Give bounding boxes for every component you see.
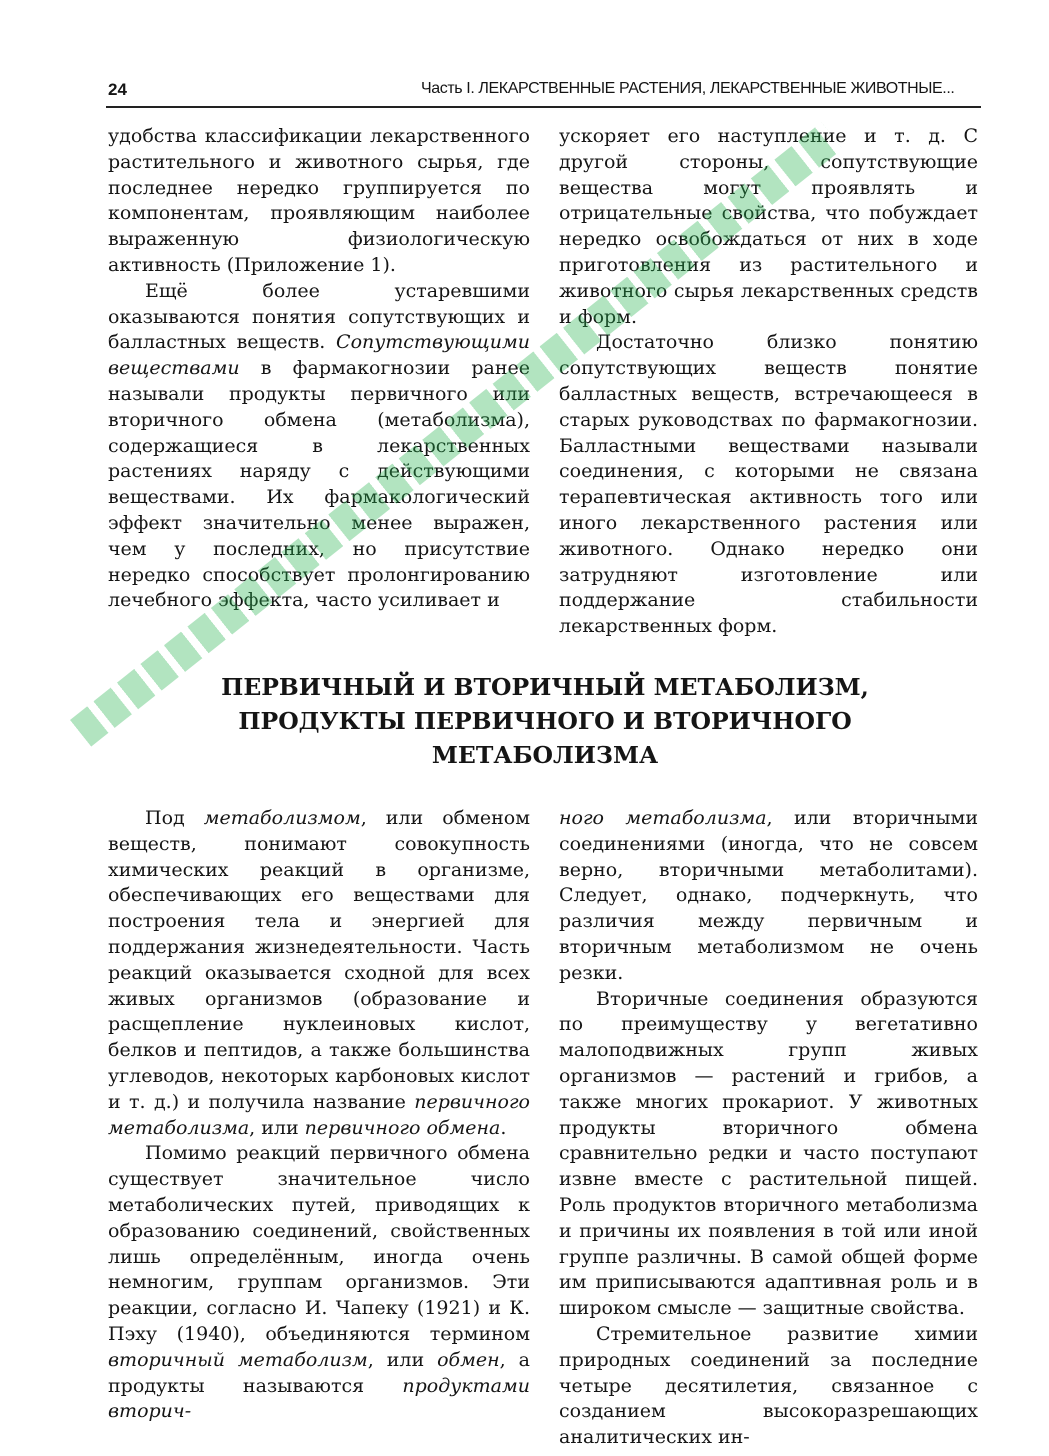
- text-span: , или вторичными соединениями (иногда, что не совсем верно, вторичными метаболитами). Следует, однако, подчеркнуть, что различия между первичным и вторичным метаболизмом не очень резки.: [559, 807, 978, 984]
- heading-line: ПРОДУКТЫ ПЕРВИЧНОГО И ВТОРИЧНОГО: [238, 707, 852, 735]
- paragraph: Стремительное развитие химии природных соединений за последние четыре десятилетия, связанное с созданием высокоразрешающих аналитических ин-: [559, 1322, 978, 1449]
- bottom-left-column: [108, 806, 530, 1425]
- running-head: Часть I. ЛЕКАРСТВЕННЫЕ РАСТЕНИЯ, ЛЕКАРСТВЕННЫЕ ЖИВОТНЫЕ...: [421, 80, 955, 97]
- text-span: .: [500, 1116, 507, 1139]
- text-span: Ещё более устаревшими оказываются понятия сопутствующих и балластных веществ.: [108, 279, 530, 354]
- text-span: , или обменом веществ, понимают совокупность химических реакций в организме, обеспечивающих его веществами для построения тела и энергией для поддержания жизнедеятельности. Часть реакций оказывается сходной для всех живых организмов (образование и расщепление нуклеиновых кислот, белков и пептидов, а также большинства углеводов, некоторых карбоновых кислот и т. д.) и получила название: [108, 807, 530, 1113]
- italic-term: Сопутствующими веществами: [108, 331, 530, 380]
- paragraph: удобства классификации лекарственного растительного и животного сырья, где последнее нередко группируется по компонентам, проявляющим наиболее выраженную физиологическую активность (Приложение 1).: [108, 125, 530, 276]
- paragraph: Достаточно близко понятию сопутствующих веществ понятие балластных веществ, встречающееся в старых руководствах по фармакогнозии. Балластными веществами называли соединения, с которыми не связана терапевтическая активность того или иного лекарственного растения или животного. Однако нередко они затрудняют изготовление или поддержание стабильности лекарственных форм.: [559, 331, 978, 638]
- text-span: , или: [367, 1348, 438, 1371]
- italic-term: ного метаболизма: [559, 807, 767, 829]
- paragraph: [108, 806, 530, 1141]
- text-span: Под: [145, 807, 204, 829]
- bottom-right-column: [559, 806, 978, 1451]
- italic-term: первичного обмена: [304, 1116, 501, 1139]
- italic-term: продуктами вторич-: [108, 1374, 530, 1423]
- italic-term: вторичный метаболизм: [108, 1348, 368, 1371]
- paragraph: [559, 806, 978, 987]
- italic-term: метаболизмом: [203, 807, 361, 829]
- paragraph: [108, 1141, 530, 1425]
- paragraph: ускоряет его наступление и т. д. С другой стороны, сопутствующие вещества могут проявлять и отрицательные свойства, что побуждает нередко освобождаться от них в ходе приготовления из растительного и животного сырья лекарственных средств и форм.: [559, 125, 978, 328]
- italic-term: обмен: [437, 1348, 500, 1371]
- italic-term: первичного метаболизма: [108, 1090, 530, 1139]
- text-span: , или: [249, 1116, 305, 1139]
- section-heading: [160, 670, 930, 772]
- text-span: в фармакогнозии ранее называли продукты первичного или вторичного обмена (метаболизма), содержащиеся в лекарственных растениях наряду с действующими веществами. Их фармакологический эффект значительно менее выражен, чем у последних, но присутствие нередко способствует пролонгированию лечебного эффекта, часто усиливает и: [108, 357, 530, 612]
- text-span: , а продукты называются: [108, 1348, 530, 1397]
- page-number: 24: [108, 80, 127, 99]
- paragraph: Вторичные соединения образуются по преимуществу у вегетативно малоподвижных групп живых организмов — растений и грибов, а также многих прокариот. У животных продукты вторичного обмена сравнительно редки и часто поступают извне вместе с растительной пищей. Роль продуктов вторичного метаболизма и причины их появления в той или иной группе различны. В самой общей форме им приписываются адаптивная роль и в широком смысле — защитные свойства.: [559, 987, 978, 1320]
- heading-line: МЕТАБОЛИЗМА: [431, 741, 659, 769]
- heading-line: ПЕРВИЧНЫЙ И ВТОРИЧНЫЙ МЕТАБОЛИЗМ,: [221, 673, 869, 701]
- text-span: Помимо реакций первичного обмена существует значительное число метаболических путей, приводящих к образованию соединений, свойственных лишь определённым, иногда очень немногим, группам организмов. Эти реакции, согласно И. Чапеку (1921) и К. Пэху (1940), объединяются термином: [108, 1142, 530, 1345]
- header-rule: [106, 106, 981, 108]
